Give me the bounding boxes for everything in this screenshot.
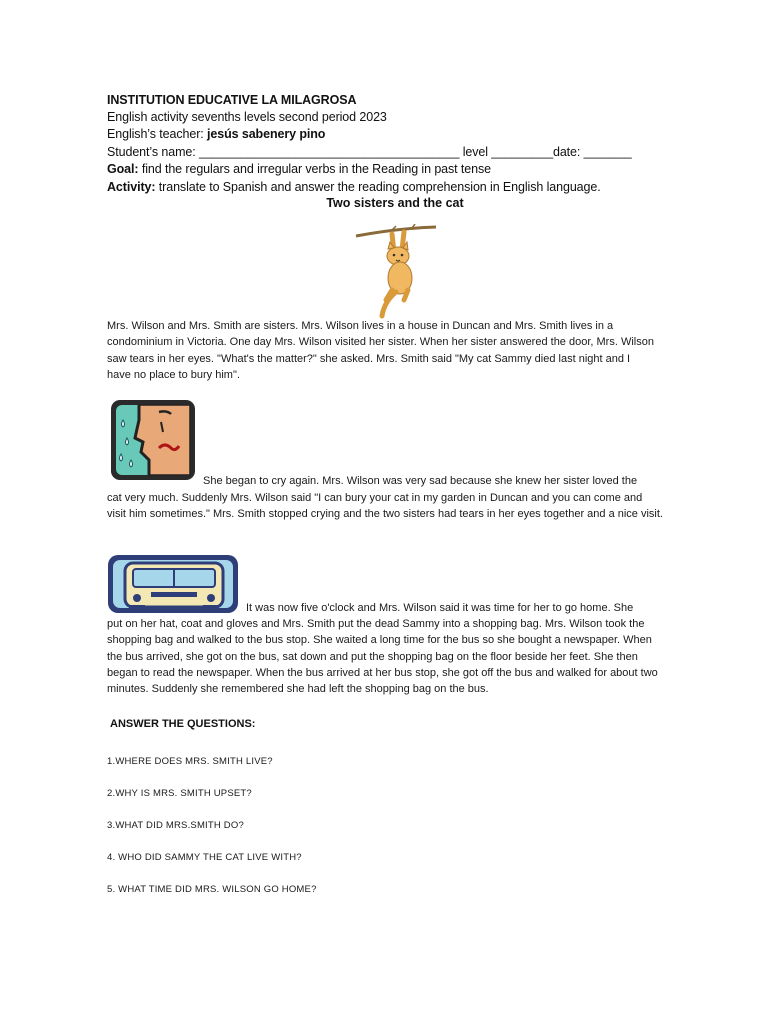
- questions-heading: ANSWER THE QUESTIONS:: [110, 718, 256, 730]
- activity-line: English activity sevenths levels second period 2023: [107, 110, 387, 124]
- question-5: 5. WHAT TIME DID MRS. WILSON GO HOME?: [107, 884, 317, 895]
- question-1: 1.WHERE DOES MRS. SMITH LIVE?: [107, 756, 273, 767]
- story-paragraph-3: put on her hat, coat and gloves and Mrs. Smith put the dead Sammy into a shopping bag. Mrs. Wilson took the shopping bag and walked to the bus stop. She waited a long time for the bus so she bought a newspaper. When the bus arrived, she got on the bus, sat down and put the shopping bag on the floor beside her feet. She then began to read the newspaper. When the bus arrived at her bus stop, she got off the bus and walked for about two minutes. Suddenly she remembered she had left the shopping bag on the bus.: [107, 618, 658, 696]
- teacher-label: English’s teacher:: [107, 127, 204, 141]
- question-4: 4. WHO DID SAMMY THE CAT LIVE WITH?: [107, 852, 302, 863]
- institution-name: INSTITUTION EDUCATIVE LA MILAGROSA: [107, 93, 357, 107]
- story-title: Two sisters and the cat: [326, 196, 464, 210]
- goal-line: [107, 161, 491, 178]
- teacher-line: [107, 126, 325, 143]
- story-paragraph-3-first-line: It was now five o'clock and Mrs. Wilson said it was time for her to go home. She: [246, 602, 634, 614]
- teacher-name: jesús sabenery pino: [207, 127, 326, 141]
- story-paragraph-1: Mrs. Wilson and Mrs. Smith are sisters. Mrs. Wilson lives in a house in Duncan and Mrs. Smith lives in a condominium in Victoria. One day Mrs. Wilson visited her sister. When her sister answered the door, Mrs. Wilson saw tears in her eyes. "What's the matter?" she asked. Mrs. Smith said "My cat Sammy died last night and I have no place to bury him".: [107, 320, 654, 381]
- question-2: 2.WHY IS MRS. SMITH UPSET?: [107, 788, 252, 799]
- story-paragraph-2: cat very much. Suddenly Mrs. Wilson said "I can bury your cat in my garden in Duncan and you can come and visit him sometimes." Mrs. Smith stopped crying and the two sisters had tears in her eyes together and a nice visit.: [107, 492, 663, 521]
- activity-label: Activity:: [107, 180, 156, 194]
- question-3: 3.WHAT DID MRS.SMITH DO?: [107, 820, 244, 831]
- crying-face-icon: [109, 398, 197, 482]
- bus-icon: [107, 554, 239, 614]
- goal-label: Goal:: [107, 162, 139, 176]
- activity-text: translate to Spanish and answer the reading comprehension in English language.: [158, 180, 601, 194]
- story-paragraph-2-first-line: She began to cry again. Mrs. Wilson was very sad because she knew her sister loved the: [203, 475, 638, 487]
- student-line: Student’s name: ______________________________________ level _________date: _______: [107, 145, 632, 159]
- cat-hanging-icon: [352, 224, 440, 320]
- activity-instruction: [107, 179, 601, 196]
- goal-text: find the regulars and irregular verbs in the Reading in past tense: [141, 162, 491, 176]
